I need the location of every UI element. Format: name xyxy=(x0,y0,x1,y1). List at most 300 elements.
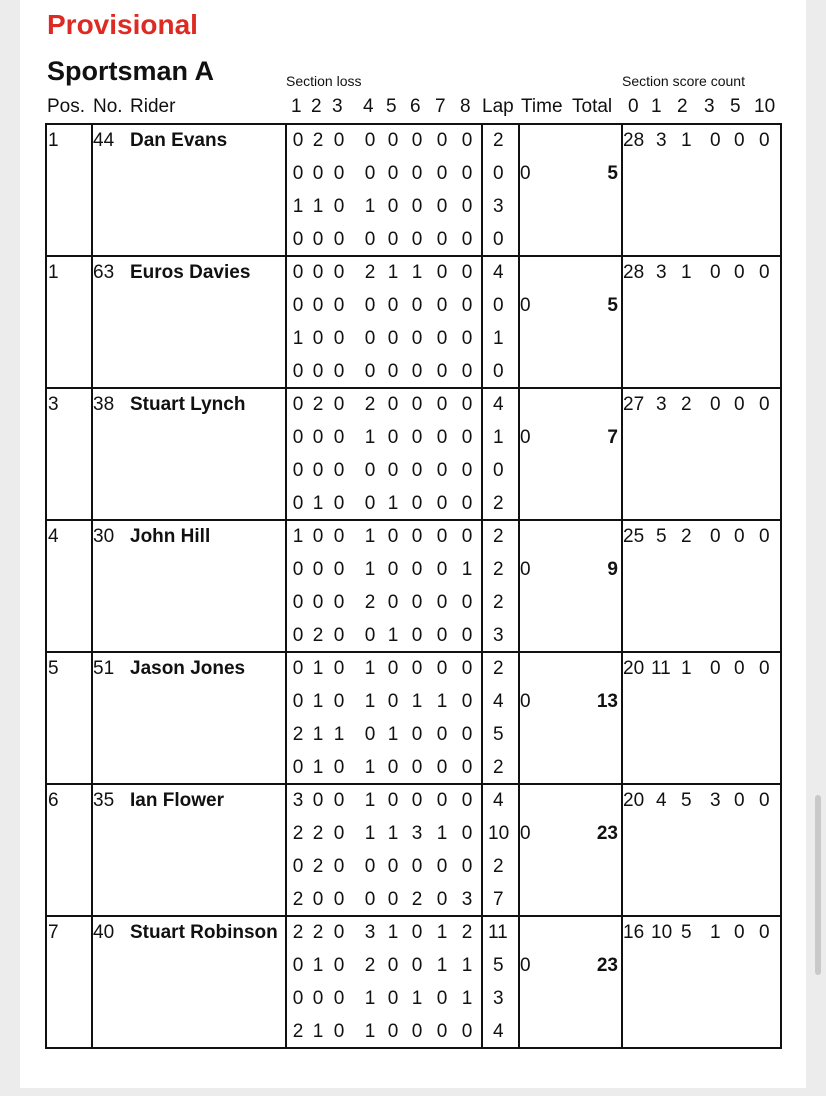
section-score: 1 xyxy=(292,196,304,217)
section-score: 0 xyxy=(387,130,399,151)
section-score: 2 xyxy=(364,394,376,415)
section-score: 0 xyxy=(461,295,473,316)
rider-total: 9 xyxy=(607,559,618,580)
rider-position: 5 xyxy=(48,658,59,679)
section-score: 2 xyxy=(312,922,324,943)
section-score: 1 xyxy=(364,427,376,448)
section-score: 0 xyxy=(436,658,448,679)
section-score: 0 xyxy=(292,262,304,283)
score-count-2: 1 xyxy=(681,262,692,283)
section-score: 0 xyxy=(333,691,345,712)
section-score: 1 xyxy=(461,988,473,1009)
col-right-border xyxy=(780,123,782,1049)
rider-separator xyxy=(45,783,782,785)
section-score: 0 xyxy=(333,856,345,877)
section-score: 1 xyxy=(312,691,324,712)
lap-total: 0 xyxy=(493,295,504,316)
section-score: 0 xyxy=(312,988,324,1009)
lap-total: 3 xyxy=(493,196,504,217)
section-score: 0 xyxy=(436,328,448,349)
section-score: 0 xyxy=(292,493,304,514)
rider-position: 4 xyxy=(48,526,59,547)
section-score: 0 xyxy=(461,592,473,613)
section-score: 0 xyxy=(312,163,324,184)
section-loss-label: Section loss xyxy=(286,73,362,89)
section-score: 0 xyxy=(461,394,473,415)
section-score: 0 xyxy=(387,361,399,382)
score-count-1: 10 xyxy=(651,922,673,943)
section-score: 1 xyxy=(364,559,376,580)
section-score: 0 xyxy=(387,592,399,613)
section-score: 0 xyxy=(411,130,423,151)
section-score: 2 xyxy=(292,922,304,943)
score-count-1: 4 xyxy=(656,790,667,811)
class-title: Sportsman A xyxy=(47,56,215,86)
section-score: 1 xyxy=(364,823,376,844)
score-count-10: 0 xyxy=(759,658,770,679)
section-score: 0 xyxy=(364,625,376,646)
section-score: 0 xyxy=(292,130,304,151)
section-score: 2 xyxy=(364,955,376,976)
lap-total: 4 xyxy=(493,394,504,415)
section-score: 1 xyxy=(436,955,448,976)
header-count-5: 5 xyxy=(730,96,741,117)
header-count-0: 0 xyxy=(628,96,639,117)
section-score: 1 xyxy=(312,196,324,217)
score-count-1: 3 xyxy=(656,262,667,283)
section-score: 1 xyxy=(387,625,399,646)
section-score: 0 xyxy=(333,163,345,184)
section-score: 0 xyxy=(411,229,423,250)
lap-total: 2 xyxy=(493,757,504,778)
section-score: 0 xyxy=(333,1021,345,1042)
rider-number: 30 xyxy=(93,526,115,547)
section-score: 0 xyxy=(333,922,345,943)
section-score: 0 xyxy=(387,229,399,250)
header-count-10: 10 xyxy=(754,96,776,117)
section-score: 0 xyxy=(411,460,423,481)
section-score: 0 xyxy=(411,856,423,877)
section-score: 0 xyxy=(333,955,345,976)
section-score: 0 xyxy=(436,295,448,316)
section-score: 0 xyxy=(292,229,304,250)
section-score: 1 xyxy=(312,955,324,976)
section-score: 0 xyxy=(312,295,324,316)
section-score: 1 xyxy=(387,823,399,844)
col-left-border xyxy=(45,123,47,1049)
section-score: 0 xyxy=(333,262,345,283)
col-divider-time xyxy=(518,123,520,1049)
rider-number: 35 xyxy=(93,790,115,811)
rider-separator xyxy=(45,123,782,125)
section-score: 0 xyxy=(436,757,448,778)
section-score: 3 xyxy=(461,889,473,910)
section-score: 0 xyxy=(411,922,423,943)
rider-position: 1 xyxy=(48,130,59,151)
time-penalty: 0 xyxy=(520,955,531,976)
section-score: 0 xyxy=(333,757,345,778)
section-score: 0 xyxy=(411,163,423,184)
header-section-1: 1 xyxy=(291,96,302,117)
section-score: 0 xyxy=(292,394,304,415)
section-score: 1 xyxy=(364,658,376,679)
section-score: 0 xyxy=(411,328,423,349)
score-count-5: 0 xyxy=(734,262,745,283)
section-score: 1 xyxy=(364,1021,376,1042)
section-score: 0 xyxy=(411,625,423,646)
section-score: 0 xyxy=(292,460,304,481)
lap-total: 11 xyxy=(488,922,508,943)
section-score: 1 xyxy=(436,691,448,712)
score-count-5: 0 xyxy=(734,922,745,943)
section-score: 0 xyxy=(411,658,423,679)
section-score: 0 xyxy=(436,460,448,481)
score-count-0: 28 xyxy=(623,262,645,283)
section-score: 1 xyxy=(364,790,376,811)
section-score: 2 xyxy=(292,724,304,745)
section-score: 0 xyxy=(436,163,448,184)
section-score: 2 xyxy=(312,625,324,646)
score-count-5: 0 xyxy=(734,790,745,811)
section-score: 3 xyxy=(292,790,304,811)
section-score: 0 xyxy=(411,1021,423,1042)
lap-total: 4 xyxy=(493,262,504,283)
section-score: 0 xyxy=(387,658,399,679)
score-count-0: 28 xyxy=(623,130,645,151)
section-score: 0 xyxy=(411,196,423,217)
lap-total: 2 xyxy=(493,493,504,514)
section-score: 1 xyxy=(411,262,423,283)
section-score: 1 xyxy=(387,493,399,514)
section-score: 2 xyxy=(411,889,423,910)
section-score: 1 xyxy=(364,526,376,547)
section-score: 0 xyxy=(333,196,345,217)
score-count-5: 0 xyxy=(734,526,745,547)
header-rider: Rider xyxy=(130,96,176,117)
section-score: 0 xyxy=(411,361,423,382)
score-count-5: 0 xyxy=(734,130,745,151)
rider-number: 40 xyxy=(93,922,115,943)
section-score: 1 xyxy=(461,955,473,976)
section-score: 2 xyxy=(461,922,473,943)
section-score: 1 xyxy=(364,988,376,1009)
section-score: 0 xyxy=(292,295,304,316)
section-score: 0 xyxy=(364,724,376,745)
lap-total: 4 xyxy=(493,1021,504,1042)
rider-total: 7 xyxy=(607,427,618,448)
rider-total: 23 xyxy=(596,823,618,844)
header-section-3: 3 xyxy=(332,96,343,117)
section-score: 0 xyxy=(333,889,345,910)
time-penalty: 0 xyxy=(520,163,531,184)
section-score: 0 xyxy=(333,295,345,316)
lap-total: 3 xyxy=(493,625,504,646)
section-score: 0 xyxy=(461,823,473,844)
section-score: 0 xyxy=(387,691,399,712)
rider-position: 6 xyxy=(48,790,59,811)
section-score: 0 xyxy=(292,691,304,712)
time-penalty: 0 xyxy=(520,559,531,580)
table-bottom-border xyxy=(45,1047,782,1049)
lap-total: 7 xyxy=(493,889,504,910)
section-score: 1 xyxy=(292,328,304,349)
section-score: 2 xyxy=(364,592,376,613)
lap-total: 5 xyxy=(493,955,504,976)
section-score: 2 xyxy=(292,1021,304,1042)
score-count-0: 27 xyxy=(623,394,645,415)
rider-number: 51 xyxy=(93,658,115,679)
section-score: 2 xyxy=(364,262,376,283)
section-score: 0 xyxy=(292,559,304,580)
rider-name: Ian Flower xyxy=(130,790,224,811)
section-score: 0 xyxy=(387,559,399,580)
rider-number: 44 xyxy=(93,130,115,151)
lap-total: 2 xyxy=(493,592,504,613)
section-score: 0 xyxy=(461,460,473,481)
section-score: 0 xyxy=(436,229,448,250)
score-count-2: 2 xyxy=(681,394,692,415)
section-score: 1 xyxy=(387,922,399,943)
section-score: 0 xyxy=(333,526,345,547)
section-score: 0 xyxy=(292,955,304,976)
section-score: 0 xyxy=(436,262,448,283)
section-score: 0 xyxy=(461,625,473,646)
lap-total: 1 xyxy=(493,427,504,448)
section-score: 0 xyxy=(292,988,304,1009)
header-section-8: 8 xyxy=(460,96,471,117)
score-count-3: 0 xyxy=(710,394,721,415)
rider-total: 5 xyxy=(607,163,618,184)
section-score: 0 xyxy=(364,856,376,877)
lap-total: 2 xyxy=(493,856,504,877)
section-score: 0 xyxy=(387,460,399,481)
section-score: 0 xyxy=(333,658,345,679)
lap-total: 2 xyxy=(493,130,504,151)
section-score: 3 xyxy=(364,922,376,943)
score-count-10: 0 xyxy=(759,922,770,943)
section-score: 0 xyxy=(387,394,399,415)
section-score: 0 xyxy=(387,955,399,976)
rider-separator xyxy=(45,255,782,257)
lap-total: 3 xyxy=(493,988,504,1009)
rider-position: 1 xyxy=(48,262,59,283)
section-score: 0 xyxy=(364,889,376,910)
status-heading: Provisional xyxy=(47,9,198,40)
section-score: 0 xyxy=(333,394,345,415)
section-score: 0 xyxy=(312,889,324,910)
lap-total: 0 xyxy=(493,163,504,184)
section-score: 0 xyxy=(411,394,423,415)
lap-total: 4 xyxy=(493,691,504,712)
section-score: 0 xyxy=(333,790,345,811)
section-score: 0 xyxy=(312,559,324,580)
time-penalty: 0 xyxy=(520,823,531,844)
section-score: 0 xyxy=(387,988,399,1009)
section-score: 0 xyxy=(411,427,423,448)
section-score: 0 xyxy=(364,229,376,250)
lap-total: 2 xyxy=(493,559,504,580)
section-score: 0 xyxy=(461,427,473,448)
section-score: 0 xyxy=(333,229,345,250)
score-count-10: 0 xyxy=(759,526,770,547)
section-score: 0 xyxy=(333,130,345,151)
rider-total: 13 xyxy=(596,691,618,712)
header-section-7: 7 xyxy=(435,96,446,117)
section-score: 0 xyxy=(292,625,304,646)
header-count-3: 3 xyxy=(704,96,715,117)
section-score: 0 xyxy=(436,856,448,877)
rider-total: 5 xyxy=(607,295,618,316)
score-count-10: 0 xyxy=(759,130,770,151)
section-score: 0 xyxy=(387,328,399,349)
lap-total: 0 xyxy=(493,229,504,250)
section-score: 1 xyxy=(364,196,376,217)
score-count-0: 20 xyxy=(623,658,645,679)
time-penalty: 0 xyxy=(520,427,531,448)
section-score: 1 xyxy=(411,691,423,712)
rider-separator xyxy=(45,387,782,389)
header-count-2: 2 xyxy=(677,96,688,117)
header-total: Total xyxy=(572,96,613,117)
rider-number: 38 xyxy=(93,394,115,415)
rider-total: 23 xyxy=(596,955,618,976)
rider-name: John Hill xyxy=(130,526,211,547)
section-score: 0 xyxy=(461,724,473,745)
section-score: 0 xyxy=(411,757,423,778)
section-score: 0 xyxy=(333,427,345,448)
lap-total: 0 xyxy=(493,361,504,382)
section-score: 0 xyxy=(436,526,448,547)
section-score: 0 xyxy=(387,1021,399,1042)
section-score: 0 xyxy=(436,790,448,811)
score-count-2: 2 xyxy=(681,526,692,547)
section-score: 0 xyxy=(461,493,473,514)
score-count-1: 3 xyxy=(656,130,667,151)
section-score: 0 xyxy=(312,427,324,448)
lap-total: 2 xyxy=(493,526,504,547)
section-score: 0 xyxy=(312,790,324,811)
score-count-2: 1 xyxy=(681,130,692,151)
section-score: 0 xyxy=(312,262,324,283)
section-score: 0 xyxy=(461,229,473,250)
score-count-3: 0 xyxy=(710,262,721,283)
section-score: 0 xyxy=(411,955,423,976)
rider-name: Stuart Lynch xyxy=(130,394,246,415)
section-score: 0 xyxy=(461,757,473,778)
section-score: 1 xyxy=(312,493,324,514)
section-score: 0 xyxy=(387,757,399,778)
rider-separator xyxy=(45,519,782,521)
section-score: 1 xyxy=(312,724,324,745)
score-count-5: 0 xyxy=(734,394,745,415)
lap-total: 0 xyxy=(493,460,504,481)
score-count-2: 1 xyxy=(681,658,692,679)
section-score: 0 xyxy=(312,460,324,481)
section-score: 0 xyxy=(312,592,324,613)
section-score: 0 xyxy=(333,625,345,646)
section-score: 0 xyxy=(312,526,324,547)
lap-total: 1 xyxy=(493,328,504,349)
section-score: 0 xyxy=(387,889,399,910)
section-score: 0 xyxy=(333,559,345,580)
section-score: 0 xyxy=(292,592,304,613)
section-score: 0 xyxy=(387,427,399,448)
lap-total: 4 xyxy=(493,790,504,811)
rider-name: Dan Evans xyxy=(130,130,228,151)
section-score: 0 xyxy=(461,196,473,217)
section-score: 0 xyxy=(292,427,304,448)
rider-position: 7 xyxy=(48,922,59,943)
score-count-0: 20 xyxy=(623,790,645,811)
section-score: 0 xyxy=(333,592,345,613)
section-score: 0 xyxy=(364,493,376,514)
time-penalty: 0 xyxy=(520,691,531,712)
section-score: 0 xyxy=(387,856,399,877)
section-score: 0 xyxy=(387,196,399,217)
section-score: 0 xyxy=(411,724,423,745)
score-count-10: 0 xyxy=(759,394,770,415)
section-score: 0 xyxy=(364,130,376,151)
section-score: 0 xyxy=(364,361,376,382)
score-count-5: 0 xyxy=(734,658,745,679)
time-penalty: 0 xyxy=(520,295,531,316)
lap-total: 2 xyxy=(493,658,504,679)
section-score: 0 xyxy=(461,328,473,349)
section-score: 0 xyxy=(436,394,448,415)
header-section-4: 4 xyxy=(363,96,374,117)
section-score: 0 xyxy=(461,361,473,382)
section-score: 0 xyxy=(436,361,448,382)
rider-position: 3 xyxy=(48,394,59,415)
score-count-3: 3 xyxy=(710,790,721,811)
score-count-2: 5 xyxy=(681,790,692,811)
score-count-3: 0 xyxy=(710,130,721,151)
rider-separator xyxy=(45,915,782,917)
section-score: 0 xyxy=(436,559,448,580)
section-score: 2 xyxy=(292,889,304,910)
section-score: 3 xyxy=(411,823,423,844)
header-pos: Pos. xyxy=(47,96,86,117)
section-score: 0 xyxy=(387,790,399,811)
section-score: 0 xyxy=(387,526,399,547)
section-score: 0 xyxy=(411,526,423,547)
section-score: 1 xyxy=(436,823,448,844)
section-score: 0 xyxy=(411,592,423,613)
section-score: 0 xyxy=(436,724,448,745)
section-score: 0 xyxy=(364,328,376,349)
section-score: 1 xyxy=(312,1021,324,1042)
header-no: No. xyxy=(93,96,123,117)
section-score: 0 xyxy=(436,130,448,151)
header-section-5: 5 xyxy=(386,96,397,117)
section-count-label: Section score count xyxy=(622,73,745,89)
section-score: 1 xyxy=(387,262,399,283)
section-score: 1 xyxy=(312,658,324,679)
section-score: 0 xyxy=(461,526,473,547)
score-count-0: 16 xyxy=(623,922,645,943)
section-score: 1 xyxy=(312,757,324,778)
score-count-0: 25 xyxy=(623,526,645,547)
section-score: 0 xyxy=(312,229,324,250)
section-score: 0 xyxy=(333,328,345,349)
section-score: 1 xyxy=(436,922,448,943)
section-score: 0 xyxy=(461,1021,473,1042)
section-score: 0 xyxy=(461,163,473,184)
score-count-1: 11 xyxy=(651,658,671,679)
header-time: Time xyxy=(521,96,563,117)
section-score: 0 xyxy=(461,691,473,712)
section-score: 0 xyxy=(333,361,345,382)
